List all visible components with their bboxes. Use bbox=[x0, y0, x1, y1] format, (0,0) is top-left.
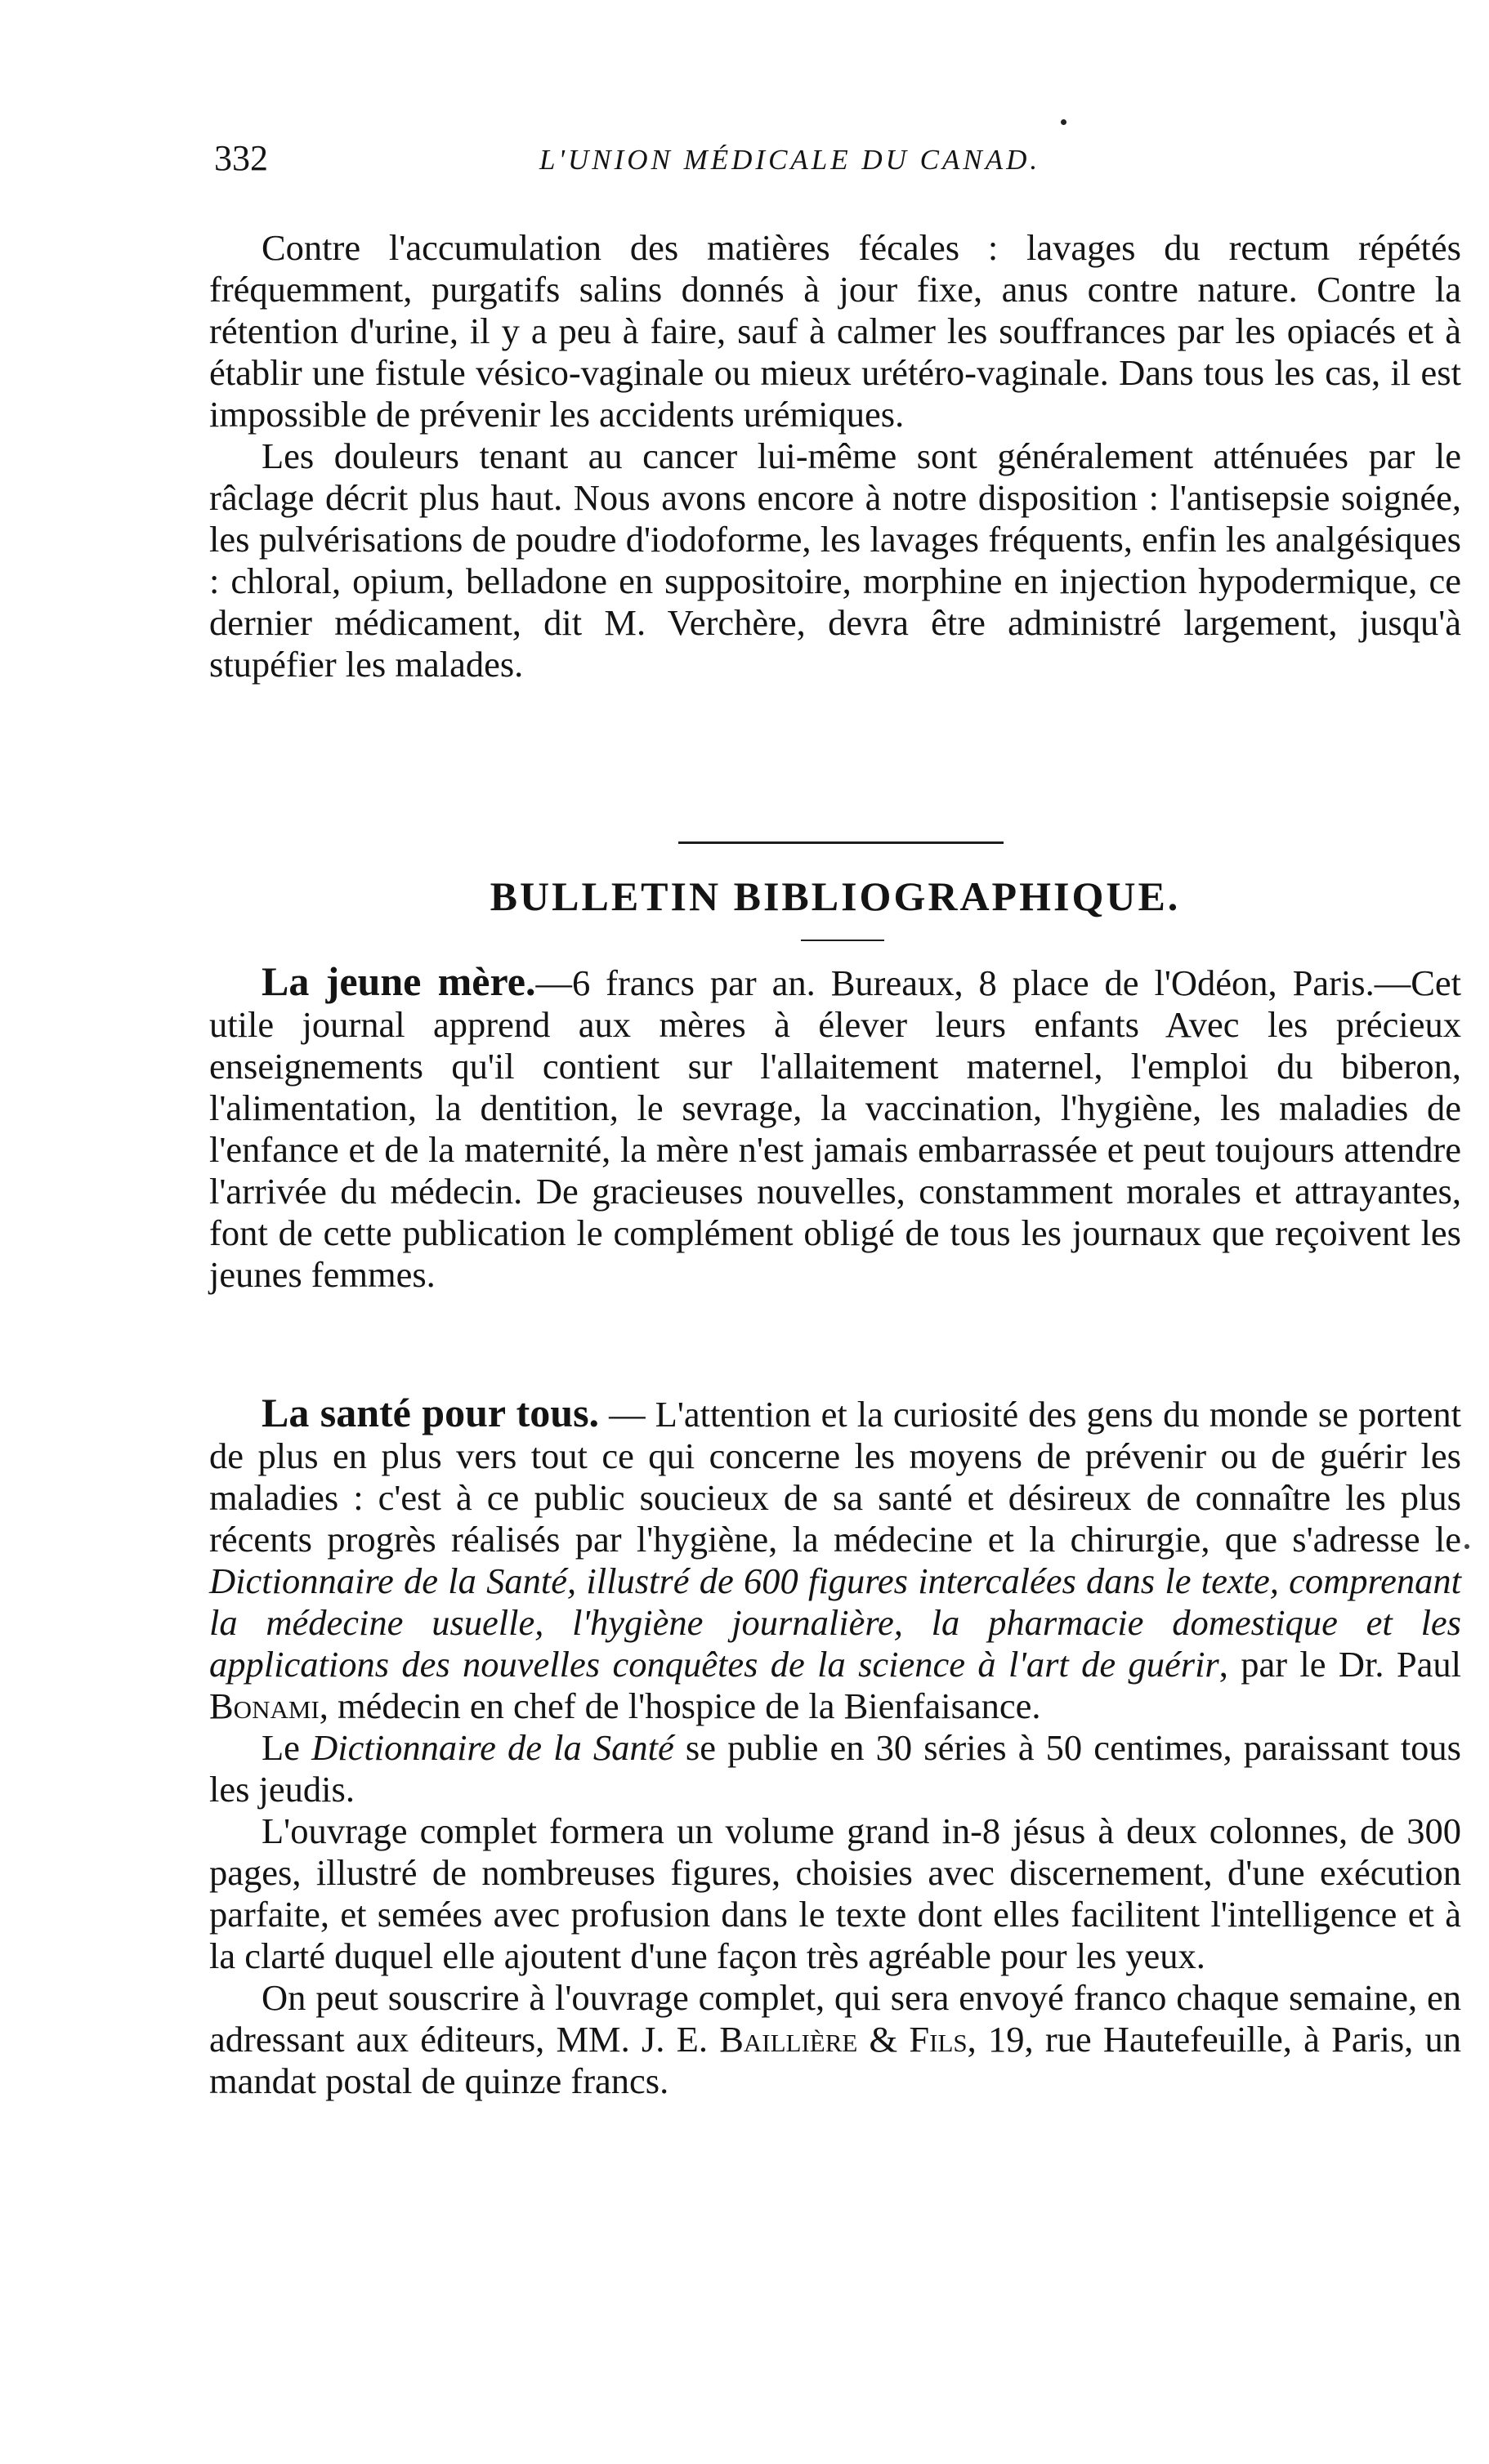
author-name: Bonami bbox=[209, 1685, 320, 1726]
entry-sante-p4-b: , 19, rue Hautefeuille, à Paris, un mandat postal de quinze francs. bbox=[209, 2019, 1461, 2101]
entry-sante-paragraph-1 bbox=[209, 1392, 1461, 1727]
section-divider bbox=[678, 841, 1004, 844]
paragraph-douleurs: Les douleurs tenant au cancer lui-même sont généralement atténuées par le râclage décrit plus haut. Nous avons encore à notre disposition : l'antisepsie soignée, les pulvérisations de poudre d'iodoforme, les lavages fréquents, enfin les analgésiques : chloral, opium, belladone en suppositoire, morphine en injection hypodermique, ce dernier médicament, dit M. Verchère, devra être administré largement, jusqu'à stupéfier les malades. bbox=[209, 435, 1461, 685]
entry-sante-paragraph-4 bbox=[209, 1977, 1461, 2102]
entry-jeune-mere-title: La jeune mère. bbox=[262, 958, 536, 1004]
entry-sante-p2-b: se publie en 30 séries à 50 centimes, paraissant tous les jeudis. bbox=[209, 1727, 1462, 1810]
paragraph-accumulation: Contre l'accumulation des matières fécales : lavages du rectum répétés fréquemment, purgatifs salins donnés à jour fixe, anus contre nature. Contre la rétention d'urine, il y a peu à faire, sauf à calmer les souffrances par les opiacés et à établir une fistule vésico-vaginale ou mieux urétéro-vaginale. Dans tous les cas, il est impossible de prévenir les accidents urémiques. bbox=[209, 227, 1461, 435]
entry-jeune-mere bbox=[209, 958, 1462, 1296]
entry-sante-paragraph-2 bbox=[209, 1727, 1461, 1810]
entry-sante-p2-a: Le bbox=[262, 1727, 312, 1768]
entry-sante-text-c: , médecin en chef de l'hospice de la Bienfaisance. bbox=[319, 1685, 1041, 1726]
page-header bbox=[214, 137, 1342, 194]
entry-sante-paragraph-3: L'ouvrage complet formera un volume grand in-8 jésus à deux colonnes, de 300 pages, illustré de nombreuses figures, choisies avec discernement, d'une exécution parfaite, et semées avec profusion dans le texte dont elles facilitent l'intelligence et à la clarté duquel elle ajoutent d'une façon très agréable pour les yeux. bbox=[209, 1810, 1461, 1976]
margin-speck bbox=[1464, 1544, 1469, 1549]
ink-speck bbox=[1061, 119, 1066, 125]
continuation-text bbox=[209, 227, 1461, 685]
page-number: 332 bbox=[214, 138, 268, 178]
title-underline bbox=[801, 940, 884, 941]
bulletin-title: BULLETIN BIBLIOGRAPHIQUE. bbox=[490, 873, 1181, 919]
running-head: L'UNION MÉDICALE DU CANAD. bbox=[539, 144, 1041, 176]
publisher-name: Baillière & Fils bbox=[719, 2019, 968, 2060]
entry-sante-p4-a: On peut souscrire à l'ouvrage complet, qui sera envoyé franco chaque semaine, en adressant aux éditeurs, MM. J. E. bbox=[209, 1977, 1461, 2060]
dictionary-title: Dictionnaire de la Santé bbox=[311, 1727, 674, 1768]
entry-sante-text-a: — L'attention et la curiosité des gens du monde se portent de plus en plus vers tout ce qui concerne les moyens de prévenir ou de guérir les maladies : c'est à ce public soucieux de sa santé et désireux de connaître les plus récents progrès réalisés par l'hygiène, la médecine et la chirurgie, que s'adresse le bbox=[209, 1394, 1462, 1560]
entry-jeune-mere-paragraph bbox=[209, 958, 1462, 1296]
entry-sante-pour-tous bbox=[209, 1392, 1461, 2102]
dictionary-full-title: Dictionnaire de la Santé, illustré de 600 figures intercalées dans le texte, comprenant la médecine usuelle, l'hygiène journalière, la pharmacie domestique et les applications des nouvelles conquêtes de la science à l'art de guérir bbox=[209, 1560, 1461, 1685]
entry-sante-title: La santé pour tous. bbox=[262, 1390, 600, 1435]
entry-sante-text-b: , par le Dr. Paul bbox=[1218, 1644, 1461, 1685]
entry-jeune-mere-text: —6 francs par an. Bureaux, 8 place de l'Odéon, Paris.—Cet utile journal apprend aux mères à élever leurs enfants Avec les précieux enseignements qu'il contient sur l'allaitement maternel, l'emploi du biberon, l'alimentation, la dentition, le sevrage, la vaccination, l'hygiène, les maladies de l'enfance et de la maternité, la mère n'est jamais embarrassée et peut toujours attendre l'arrivée du médecin. De gracieuses nouvelles, constamment morales et attrayantes, font de cette publication le complément obligé de tous les journaux que reçoivent les jeunes femmes. bbox=[209, 962, 1462, 1295]
